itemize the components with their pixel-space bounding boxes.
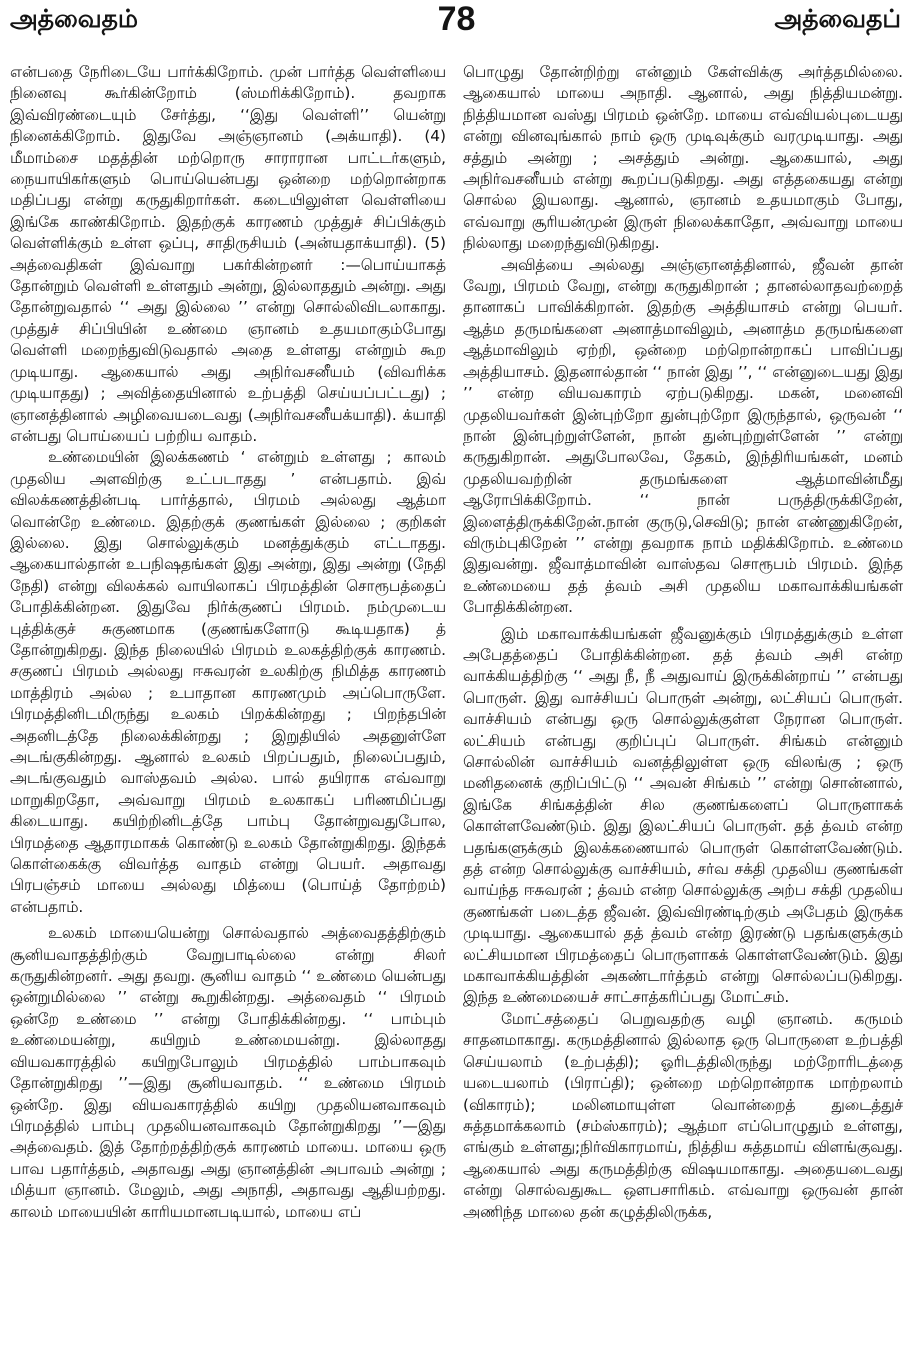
running-title-left: அத்வைதம் bbox=[10, 4, 139, 33]
paragraph: உண்மையின் இலக்கணம் ‘ என்றும் உள்ளது ; காலம் முதலிய அளவிற்கு உட்படாதது ’ என்பதாம். இவ் விலக்கணத்தின்படி பார்த்தால், பிரமம் அல்லது ஆத்மா வொன்றே உண்மை. இதற்குக் குணங்கள் இல்லை ; குறிகள் இல்லை. இது சொல்லுக்கும் மனத்துக்கும் எட்டாதது. ஆகையால்தான் உபநிஷதங்கள் இது அன்று, இது அன்று (நேதி நேதி) என்று விலக்கல் வாயிலாகப் பிரமத்தின் சொரூபத்தைப் போதிக்கின்றன. இதுவே நிர்க்குணப் பிரமம். நம்முடைய புத்திக்குச் சுகுணமாக (குணங்களோடு கூடியதாக) த் தோன்றுகிறது. இந்த நிலையில் பிரமம் உலகத்திற்குக் காரணம். சகுணப் பிரமம் அல்லது ஈசுவரன் உலகிற்கு நிமித்த காரணம் மாத்திரம் அல்ல ; உபாதான காரணமும் அப்பொருளே. பிரமத்தினிடமிருந்து உலகம் பிறக்கின்றது ; பிறந்தபின் அதனிடத்தே நிலைக்கின்றது ; இறுதியில் அதனுள்ளே அடங்குகின்றது. ஆனால் உலகம் பிறப்பதும், நிலைப்பதும், அடங்குவதும் வாஸ்தவம் அல்ல. பால் தயிராக எவ்வாறு மாறுகிறதோ, அவ்வாறு பிரமம் உலகாகப் பரிணமிப்பது கிடையாது. கயிற்றினிடத்தே பாம்பு தோன்றுவதுபோல, பிரமத்தை ஆதாரமாகக் கொண்டு உலகம் தோன்றுகிறது. இந்தக் கொள்கைக்கு விவர்த்த வாதம் என்று பெயர். அதாவது பிரபஞ்சம் மாயை அல்லது மித்யை (பொய்த் தோற்றம்) என்பதாம். bbox=[10, 448, 446, 916]
right-column bbox=[463, 62, 903, 1346]
paragraph: என்பதை நேரிடையே பார்க்கிறோம். முன் பார்த்த வெள்ளியை நினைவு கூர்கின்றோம் (ஸ்மரிக்கிறோம்). தவறாக இவ்விரண்டையும் சேர்த்து, ‘‘இது வெள்ளி’’ யென்று நினைக்கிறோம். இதுவே அஞ்ஞானம் (அக்யாதி). (4) மீமாம்சை மதத்தின் மற்றொரு சாராரான பாட்டர்களும், நையாயிகர்களும் பொய்யென்பது ஒன்றை மற்றொன்றாக மதிப்பது என்று கருதுகிறார்கள். கடையிலுள்ள வெள்ளியை இங்கே காண்கிறோம். இதற்குக் காரணம் முத்துச் சிப்பிக்கும் வெள்ளிக்கும் உள்ள ஒப்பு, சாதிருசியம் (அன்யதாக்யாதி). (5) அத்வைதிகள் இவ்வாறு பகர்கின்றனர் :—பொய்யாகத் தோன்றும் வெள்ளி உள்ளதும் அன்று, இல்லாததும் அன்று. அது தோன்றுவதால் ‘‘ அது இல்லை ’’ என்று சொல்லிவிடலாகாது. முத்துச் சிப்பியின் உண்மை ஞானம் உதயமாகும்போது வெள்ளி மறைந்துவிடுவதால் அதை உள்ளது என்றும் கூற முடியாது. ஆகையால் அது அநிர்வசனீயம் (விவரிக்க முடியாதது) ; அவித்தையினால் உற்பத்தி செய்யப்பட்டது) ; ஞானத்தினால் அழிவையடைவது (அநிர்வசனீயக்யாதி). க்யாதி என்பது பொய்யைப் பற்றிய வாதம். bbox=[10, 63, 446, 445]
page-header bbox=[0, 0, 913, 54]
paragraph: அவித்யை அல்லது அஞ்ஞானத்தினால், ஜீவன் தான் வேறு, பிரமம் வேறு, என்று கருதுகிறான் ; தானல்லாதவற்றைத் தானாகப் பாவிக்கிறான். இதற்கு அத்தியாசம் என்று பெயர். ஆத்ம தருமங்களை அனாத்மாவிலும், அனாத்ம தருமங்களை ஆத்மாவிலும் ஏற்றி, ஒன்றை மற்றொன்றாகப் பாவிப்பது அத்தியாசம். இதனால்தான் ‘‘ நான் இது ’’, ‘‘ என்னுடையது இது ’’ என்ற வியவகாரம் ஏற்படுகிறது. மகன், மனைவி முதலியவர்கள் இன்புற்றோ துன்புற்றோ இருந்தால், ஒருவன் ‘‘ நான் இன்புற்றுள்ளேன், நான் துன்புற்றுள்ளேன் ’’ என்று கருதுகிறான். அதுபோலவே, தேகம், இந்திரியங்கள், மனம் முதலியவற்றின் தருமங்களை ஆத்மாவின்மீது ஆரோபிக்கிறோம். ‘‘ நான் பருத்திருக்கிறேன், இளைத்திருக்கிறேன்.நான் குருடு,செவிடு; நான் எண்ணுகிறேன், விரும்புகிறேன் ’’ என்று தவறாக நாம் மதிக்கிறோம். உண்மை இதுவன்று. ஜீவாத்மாவின் வாஸ்தவ சொரூபம் பிரமம். இந்த உண்மையை தத் த்வம் அசி முதலிய மகாவாக்கியங்கள் போதிக்கின்றன. bbox=[463, 255, 903, 617]
paragraph: உலகம் மாயையென்று சொல்வதால் அத்வைதத்திற்கும் சூனியவாதத்திற்கும் வேறுபாடில்லை என்று சிலர் கருதுகின்றனர். அது தவறு. சூனிய வாதம் ‘‘ உண்மை யென்பது ஒன்றுமில்லை ’’ என்று கூறுகின்றது. அத்வைதம் ‘‘ பிரமம் ஒன்றே உண்மை ’’ என்று போதிக்கின்றது. ‘‘ பாம்பும் உண்மையன்று, கயிறும் உண்மையன்று. இல்லாதது வியவகாரத்தில் கயிறுபோலும் பிரமத்தில் பாம்பாகவும் தோன்றுகிறது ’’—இது சூனியவாதம். ‘‘ உண்மை பிரமம் ஒன்றே. இது வியவகாரத்தில் கயிறு முதலியனவாகவும் பிரமத்தில் பாம்பு முதலியனவாகவும் தோன்றுகிறது ’’—இது அத்வைதம். இத் தோற்றத்திற்குக் காரணம் மாயை. மாயை ஒரு பாவ பதார்த்தம், அதாவது அது ஞானத்தின் அபாவம் அன்று ; மித்யா ஞானம். மேலும், அது அநாதி, அதாவது ஆதியற்றது. காலம் மாயையின் காரியமானபடியால், மாயை எப் bbox=[10, 924, 446, 1221]
running-title-right: அத்வைதப் bbox=[774, 4, 901, 33]
paragraph: பொழுது தோன்றிற்று என்னும் கேள்விக்கு அர்த்தமில்லை. ஆகையால் மாயை அநாதி. ஆனால், அது நித்தியமன்று. நித்தியமான வஸ்து பிரமம் ஒன்றே. மாயை எவ்வியல்புடையது என்று வினவுங்கால் நாம் ஒரு முடிவுக்கும் வரமுடியாது. அது சத்தும் அன்று ; அசத்தும் அன்று. ஆகையால், அது அநிர்வசனீயம் என்று கூறப்படுகிறது. அது எத்தகையது என்று சொல்ல இயலாது. ஆனால், ஞானம் உதயமாகும் போது, எவ்வாறு சூரியன்முன் இருள் நிலைக்காதோ, அவ்வாறு மாயை நில்லாது மறைந்துவிடுகிறது. bbox=[463, 63, 903, 253]
paragraph: இம் மகாவாக்கியங்கள் ஜீவனுக்கும் பிரமத்துக்கும் உள்ள அபேதத்தைப் போதிக்கின்றன. தத் த்வம் அசி என்ற வாக்கியத்திற்கு ‘‘ அது நீ, நீ அதுவாய் இருக்கின்றாய் ’’ என்பது பொருள். இது வாச்சியப் பொருள் அன்று, லட்சியப் பொருள். வாச்சியம் என்பது ஒரு சொல்லுக்குள்ள நேரான பொருள். லட்சியம் என்பது குறிப்புப் பொருள். சிங்கம் என்னும் சொல்லின் வாச்சியம் வனத்திலுள்ள ஒரு விலங்கு ; ஒரு மனிதனைக் குறிப்பிட்டு ‘‘ அவன் சிங்கம் ’’ என்று சொன்னால், இங்கே சிங்கத்தின் சில குணங்களைப் பொருளாகக் கொள்ளவேண்டும். இது இலட்சியப் பொருள். தத் த்வம் என்ற பதங்களுக்கும் இலக்கணையால் பொருள் கொள்ளவேண்டும். தத் என்ற சொல்லுக்கு வாச்சியம், சர்வ சக்தி முதலிய குணங்கள் வாய்ந்த ஈசுவரன் ; த்வம் என்ற சொல்லுக்கு அற்ப சக்தி முதலிய குணங்கள் படைத்த ஜீவன். இவ்விரண்டிற்கும் அபேதம் இருக்க முடியாது. ஆகையால் தத் த்வம் என்ற இரண்டு பதங்களுக்கும் லட்சியமான பிரமத்தைப் பொருளாகக் கொள்ளவேண்டும். இது மகாவாக்கியத்தின் அகண்டார்த்தம் என்று சொல்லப்படுகிறது. இந்த உண்மையைச் சாட்சாத்கரிப்பது மோட்சம். bbox=[463, 624, 903, 1007]
paragraph: மோட்சத்தைப் பெறுவதற்கு வழி ஞானம். கருமம் சாதனமாகாது. கருமத்தினால் இல்லாத ஒரு பொருளை உற்பத்தி செய்யலாம் (உற்பத்தி); ஓரிடத்திலிருந்து மற்றோரிடத்தை யடையலாம் (பிராப்தி); ஒன்றை மற்றொன்றாக மாற்றலாம் (விகாரம்); மலினமாயுள்ள வொன்றைத் துடைத்துச் சுத்தமாக்கலாம் (சம்ஸ்காரம்); ஆத்மா எப்பொழுதும் உள்ளது, எங்கும் உள்ளது;நிர்விகாரமாய், நித்திய சுத்தமாய் விளங்குவது. ஆகையால் அது கருமத்திற்கு விஷயமாகாது. அதையடைவது என்று சொல்வதுகூட ஔபசாரிகம். எவ்வாறு ஒருவன் தான் அணிந்த மாலை தன் கழுத்திலிருக்க, bbox=[463, 1009, 903, 1221]
left-column bbox=[10, 62, 446, 1346]
page-number: 78 bbox=[437, 0, 476, 38]
